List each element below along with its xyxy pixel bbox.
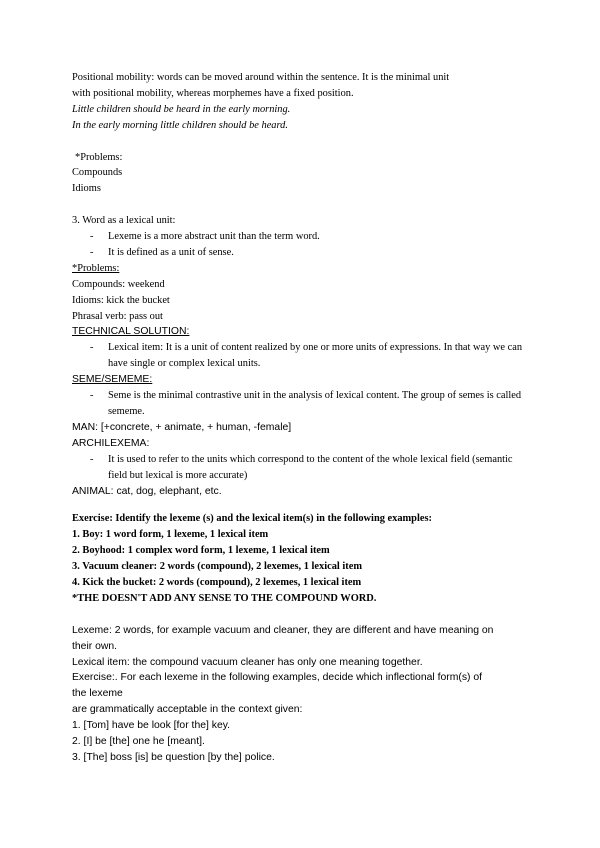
intro-line-2: with positional mobility, whereas morphemes have a fixed position. <box>72 87 354 99</box>
exercise-2-line-1: Exercise:. For each lexeme in the following examples, decide which inflectional form(s) of <box>72 672 483 684</box>
technical-solution-bullet <box>72 340 524 372</box>
archilexema-title: ARCHILEXEMA: <box>72 437 150 449</box>
problems-1-item: Idioms <box>72 183 101 195</box>
document-page <box>72 70 524 766</box>
exercise-2-item: 1. [Tom] have be look [for the] key. <box>72 720 231 732</box>
exercise-2-line-3: are grammatically acceptable in the context given: <box>72 704 303 716</box>
bullet-dash: - <box>90 453 94 465</box>
problems-1-item: Compounds <box>72 167 123 179</box>
explanation-lexical-item: Lexical item: the compound vacuum cleaner has only one meaning together. <box>72 656 423 668</box>
intro-example-1: Little children should be heard in the early morning. <box>72 103 291 115</box>
spacer <box>72 607 524 623</box>
exercise-2-item: 3. [The] boss [is] be question [by the] police. <box>72 752 275 764</box>
bullet-dash: - <box>90 342 94 354</box>
animal-example: ANIMAL: cat, dog, elephant, etc. <box>72 485 222 497</box>
problems-2-title: *Problems: <box>72 262 120 274</box>
seme-text: Seme is the minimal contrastive unit in the analysis of lexical content. The group of semes is called sememe. <box>108 390 522 417</box>
exercise-1-item: 4. Kick the bucket: 2 words (compound), 2 lexemes, 1 lexical item <box>72 577 362 589</box>
seme-bullet <box>72 388 524 420</box>
technical-solution-text: Lexical item: It is a unit of content realized by one or more units of expressions. In that way we can have single or complex lexical units. <box>108 342 523 370</box>
exercise-1-item: 2. Boyhood: 1 complex word form, 1 lexeme, 1 lexical item <box>72 545 330 557</box>
explanation-lexeme-2: their own. <box>72 640 118 652</box>
technical-solution-title: TECHNICAL SOLUTION: <box>72 326 190 338</box>
bullet-dash: - <box>90 231 94 243</box>
exercise-1-item: 3. Vacuum cleaner: 2 words (compound), 2 lexemes, 1 lexical item <box>72 561 363 573</box>
section-3-bullet-text: Lexeme is a more abstract unit than the term word. <box>108 231 320 243</box>
section-3-bullet <box>72 229 524 245</box>
exercise-2-item: 2. [I] be [the] one he [meant]. <box>72 736 205 748</box>
problems-2-item: Idioms: kick the bucket <box>72 294 170 306</box>
spacer <box>72 197 524 213</box>
seme-title: SEME/SEMEME: <box>72 374 153 386</box>
problems-2-item: Phrasal verb: pass out <box>72 310 163 322</box>
spacer <box>72 134 524 150</box>
section-3-bullet-text: It is defined as a unit of sense. <box>108 246 234 258</box>
section-3-bullet <box>72 245 524 261</box>
man-features: MAN: [+concrete, + animate, + human, -female] <box>72 421 292 433</box>
bullet-dash: - <box>90 246 94 258</box>
intro-example-2: In the early morning little children should be heard. <box>72 119 288 131</box>
intro-line-1: Positional mobility: words can be moved around within the sentence. It is the minimal unit <box>72 72 450 83</box>
archilexema-text: It is used to refer to the units which correspond to the content of the whole lexical field (semantic field but lexical is more accurate) <box>108 453 513 481</box>
archilexema-bullet <box>72 452 524 484</box>
bullet-dash: - <box>90 390 94 402</box>
problems-2-item: Compounds: weekend <box>72 278 165 290</box>
exercise-2-line-2: the lexeme <box>72 688 123 700</box>
exercise-1-title: Exercise: Identify the lexeme (s) and the lexical item(s) in the following examples: <box>72 513 432 525</box>
problems-1-title: *Problems: <box>75 151 123 163</box>
explanation-lexeme-1: Lexeme: 2 words, for example vacuum and cleaner, they are different and have meaning on <box>72 624 494 636</box>
exercise-1-item: 1. Boy: 1 word form, 1 lexeme, 1 lexical item <box>72 529 269 541</box>
section-3-title: 3. Word as a lexical unit: <box>72 215 176 227</box>
exercise-1-note: *THE DOESN'T ADD ANY SENSE TO THE COMPOUND WORD. <box>72 592 377 604</box>
